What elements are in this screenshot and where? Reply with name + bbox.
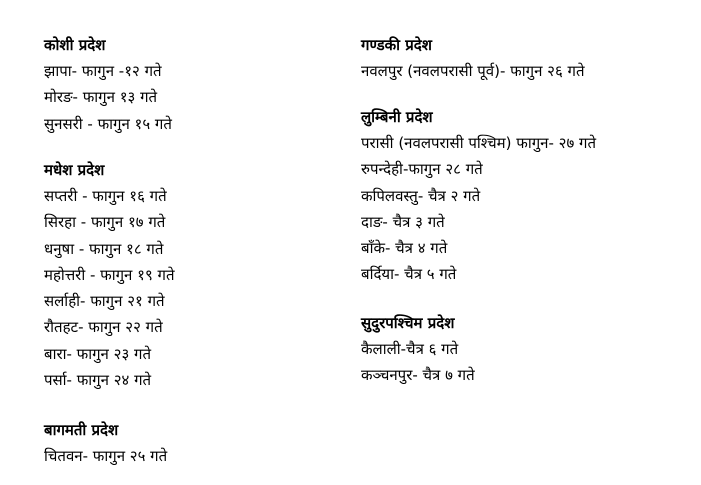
- section-heading: गण्डकी प्रदेश: [361, 36, 432, 54]
- list-item: कञ्चनपुर- चैत्र ७ गते: [361, 366, 475, 385]
- section-sudurpashchim: [361, 313, 475, 392]
- list-item: सिरहा - फागुन १७ गते: [44, 213, 166, 232]
- list-item: नवलपुर (नवलपरासी पूर्व)- फागुन २६ गते: [361, 62, 585, 80]
- list-item: बाँके- चैत्र ४ गते: [361, 239, 448, 258]
- section-heading: मधेश प्रदेश: [44, 161, 105, 179]
- list-item: परासी (नवलपरासी पश्चिम) फागुन- २७ गते: [361, 134, 597, 152]
- section-heading: लुम्बिनी प्रदेश: [361, 108, 433, 126]
- list-item: कपिलवस्तु- चैत्र २ गते: [361, 186, 481, 205]
- list-item: महोत्तरी - फागुन १९ गते: [44, 265, 175, 284]
- list-item: सप्तरी - फागुन १६ गते: [44, 187, 167, 205]
- list-item: पर्सा- फागुन २४ गते: [44, 371, 152, 390]
- list-item: रुपन्देही-फागुन २८ गते: [361, 160, 483, 179]
- list-item: झापा- फागुन -१२ गते: [44, 62, 162, 80]
- list-item: चितवन- फागुन २५ गते: [44, 447, 168, 465]
- section-heading: बागमती प्रदेश: [44, 421, 119, 439]
- list-item: रौतहट- फागुन २२ गते: [44, 318, 163, 337]
- section-bagmati: [44, 420, 167, 472]
- list-item: सर्लाही- फागुन २१ गते: [44, 292, 165, 311]
- section-koshi: [44, 35, 172, 140]
- list-item: मोरङ- फागुन १३ गते: [44, 88, 158, 107]
- list-item: बारा- फागुन २३ गते: [44, 344, 152, 363]
- list-item: धनुषा - फागुन १८ गते: [44, 239, 164, 258]
- list-item: दाङ- चैत्र ३ गते: [361, 212, 445, 231]
- section-gandaki: [361, 35, 585, 87]
- list-item: बर्दिया- चैत्र ५ गते: [361, 265, 457, 284]
- section-heading: कोशी प्रदेश: [44, 36, 106, 54]
- section-lumbini: [361, 107, 596, 291]
- section-heading: सुदुरपश्चिम प्रदेश: [361, 314, 455, 332]
- list-item: सुनसरी - फागुन १५ गते: [44, 114, 172, 133]
- list-item: कैलाली-चैत्र ६ गते: [361, 340, 459, 358]
- section-madhesh: [44, 160, 175, 396]
